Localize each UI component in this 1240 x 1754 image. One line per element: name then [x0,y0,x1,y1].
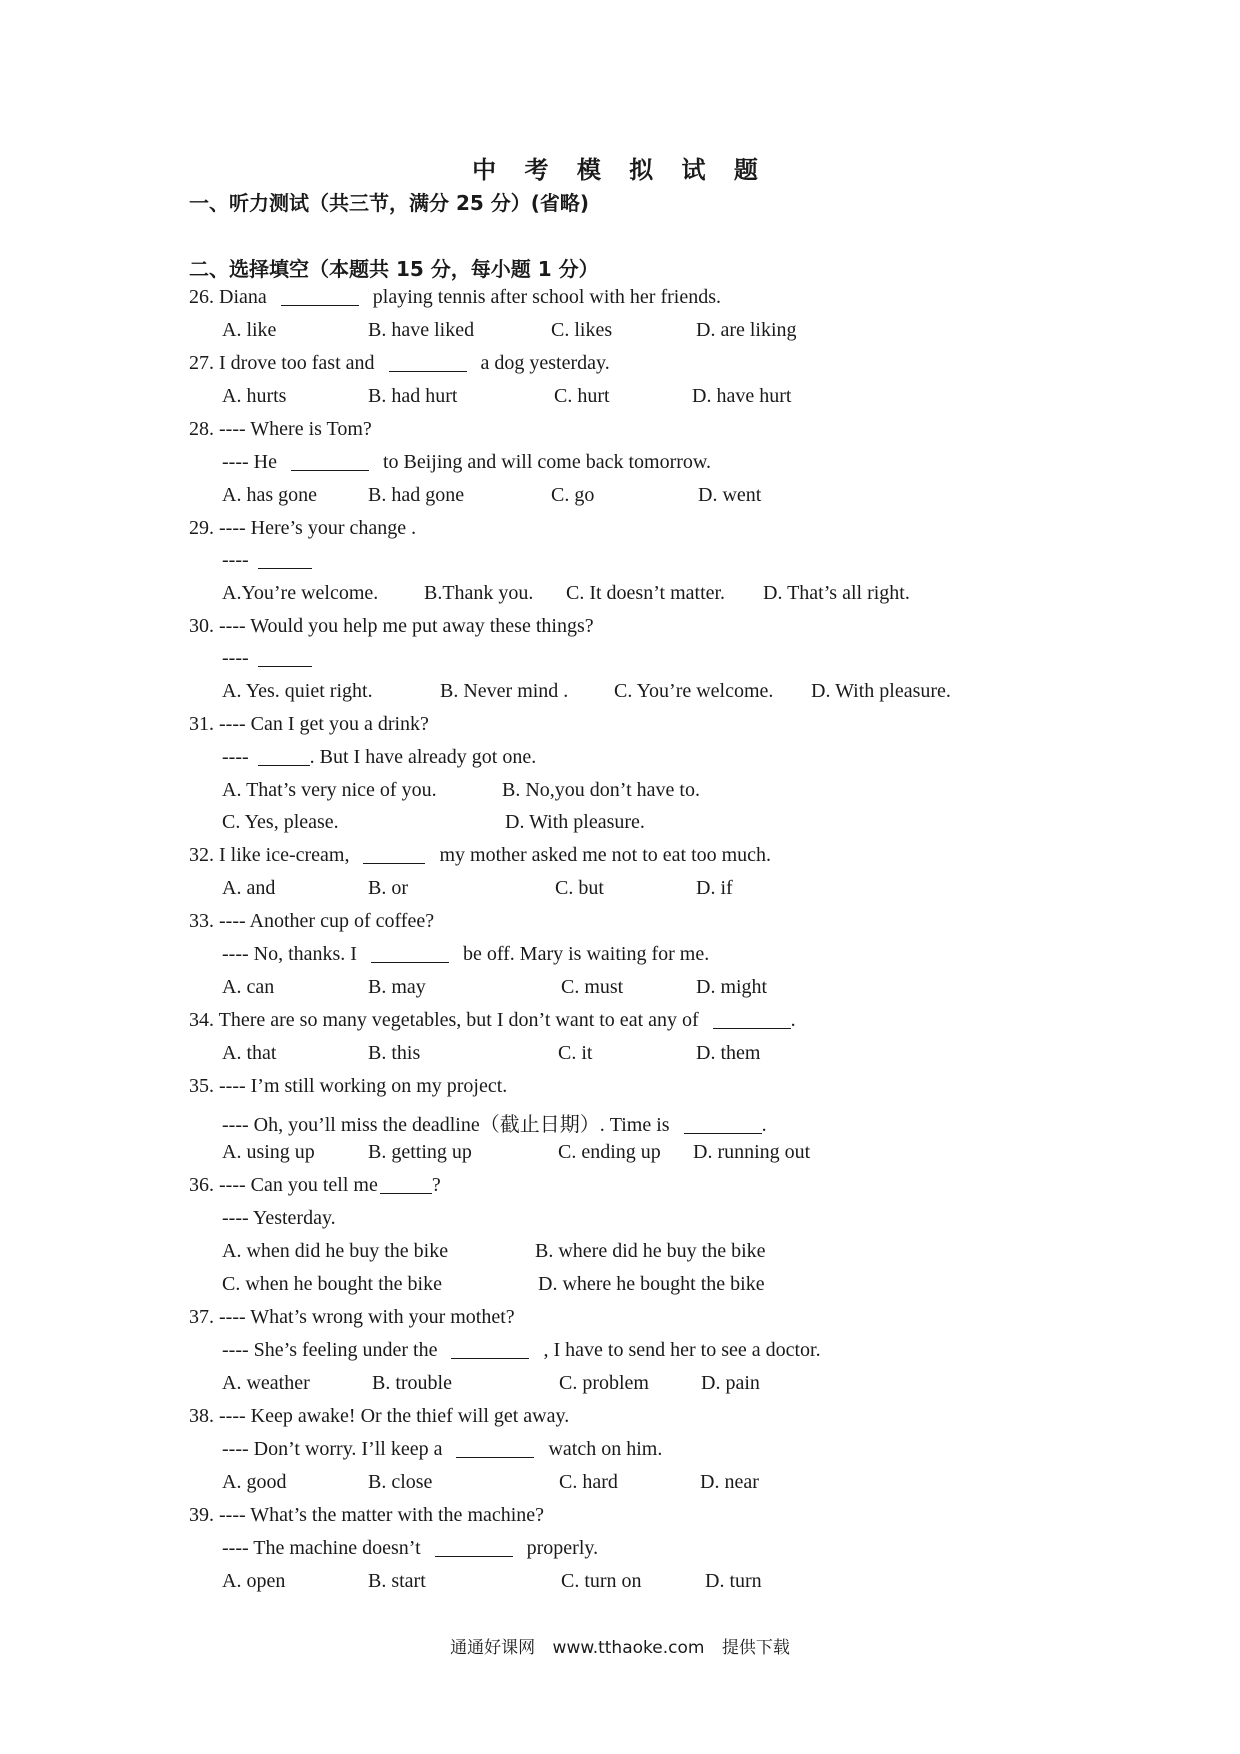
option-a: A. that [222,1042,277,1064]
option-b: B. No,you don’t have to. [502,779,700,801]
option-c: C. go [551,484,595,506]
option-b: B. getting up [368,1141,472,1163]
option-d: D. running out [693,1141,811,1163]
question-35: 35. ---- I’m still working on my project. [189,1075,508,1097]
option-d: D. pain [701,1372,760,1394]
option-b: B. start [368,1570,426,1592]
option-c: C. problem [559,1372,649,1394]
answer-blank [258,764,310,766]
question-29: 29. ---- Here’s your change . [189,517,417,539]
answer-blank [291,469,369,471]
option-c: C. It doesn’t matter. [566,582,726,604]
option-b: B. this [368,1042,421,1064]
option-b: B. may [368,976,426,998]
option-d: D. went [698,484,762,506]
option-b: B. trouble [372,1372,452,1394]
section-heading-listening: 一、听力测试（共三节，满分 25 分）(省略) [189,191,590,215]
option-a: A. good [222,1471,287,1493]
option-c: C. likes [551,319,613,341]
option-a: A. using up [222,1141,315,1163]
option-a: A. like [222,319,277,341]
option-a: A. Yes. quiet right. [222,680,373,702]
question-30: 30. ---- Would you help me put away these things? [189,615,594,637]
option-d: D. might [696,976,768,998]
option-b: B. close [368,1471,433,1493]
option-b: B. Never mind . [440,680,569,702]
answer-blank [371,961,449,963]
question-37: 37. ---- What’s wrong with your mothet? [189,1306,515,1328]
option-b: B. where did he buy the bike [535,1240,766,1262]
question-26: 26. Diana playing tennis after school with her friends. [189,286,722,308]
page-footer [0,1633,1240,1658]
option-d: D. are liking [696,319,797,341]
question-33: 33. ---- Another cup of coffee? [189,910,435,932]
answer-blank [389,370,467,372]
question-39-line2: ---- The machine doesn’t properly. [222,1537,599,1559]
option-c: C. but [555,877,604,899]
option-c: C. You’re welcome. [614,680,774,702]
option-a: A. weather [222,1372,310,1394]
option-a: A. can [222,976,275,998]
answer-blank [258,567,312,569]
question-33-line2: ---- No, thanks. I be off. Mary is waiting for me. [222,943,710,965]
question-39: 39. ---- What’s the matter with the machine? [189,1504,545,1526]
question-38-line2: ---- Don’t worry. I’ll keep a watch on him. [222,1438,663,1460]
option-c: C. Yes, please. [222,811,339,833]
option-a: A. when did he buy the bike [222,1240,449,1262]
option-d: D. That’s all right. [763,582,910,604]
option-c: C. it [558,1042,593,1064]
option-d: D. turn [705,1570,762,1592]
option-a: A.You’re welcome. [222,582,379,604]
footer-note: 提供下载 [721,1638,790,1658]
option-c: C. turn on [561,1570,642,1592]
option-c: C. must [561,976,624,998]
option-a: A. hurts [222,385,287,407]
option-c: C. hard [559,1471,618,1493]
question-37-line2: ---- She’s feeling under the , I have to send her to see a doctor. [222,1339,821,1361]
option-d: D. With pleasure. [811,680,951,702]
option-b: B. had gone [368,484,465,506]
option-d: D. have hurt [692,385,792,407]
answer-blank [456,1456,534,1458]
question-27: 27. I drove too fast and a dog yesterday. [189,352,610,374]
page-title: 中 考 模 拟 试 题 [472,156,768,184]
option-d: D. near [700,1471,759,1493]
question-38: 38. ---- Keep awake! Or the thief will get away. [189,1405,570,1427]
section-heading-choice: 二、选择填空（本题共 15 分，每小题 1 分） [189,257,599,281]
option-d: D. them [696,1042,761,1064]
option-c: C. hurt [554,385,610,407]
question-31-line2: ---- . But I have already got one. [222,746,537,768]
option-a: A. has gone [222,484,317,506]
answer-blank [435,1555,513,1557]
question-29-line2: ---- [222,549,312,572]
question-35-line2: ---- Oh, you’ll miss the deadline（截止日期）. Time is . [222,1114,767,1136]
question-32: 32. I like ice-cream, my mother asked me not to eat too much. [189,844,772,866]
option-d: D. where he bought the bike [538,1273,765,1295]
option-c: C. ending up [558,1141,661,1163]
option-a: A. That’s very nice of you. [222,779,437,801]
option-a: A. open [222,1570,286,1592]
answer-blank [258,665,312,667]
answer-blank [451,1357,529,1359]
question-28-line2: ---- He to Beijing and will come back tomorrow. [222,451,712,473]
question-36-line2: ---- Yesterday. [222,1207,336,1229]
option-b: B. have liked [368,319,475,341]
answer-blank [684,1132,762,1134]
option-b: B. or [368,877,408,899]
question-28: 28. ---- Where is Tom? [189,418,372,440]
question-36: 36. ---- Can you tell me ? [189,1174,441,1196]
answer-blank [363,862,425,864]
answer-blank [380,1192,432,1194]
option-a: A. and [222,877,276,899]
answer-blank [281,304,359,306]
footer-site-name: 通通好课网 [450,1638,536,1658]
question-34: 34. There are so many vegetables, but I don’t want to eat any of . [189,1009,796,1031]
option-b: B. had hurt [368,385,458,407]
question-31: 31. ---- Can I get you a drink? [189,713,429,735]
option-d: D. With pleasure. [505,811,645,833]
option-c: C. when he bought the bike [222,1273,442,1295]
option-d: D. if [696,877,733,899]
footer-url[interactable]: www.tthaoke.com [552,1638,705,1658]
question-30-line2: ---- [222,647,312,670]
option-b: B.Thank you. [424,582,534,604]
answer-blank [713,1027,791,1029]
